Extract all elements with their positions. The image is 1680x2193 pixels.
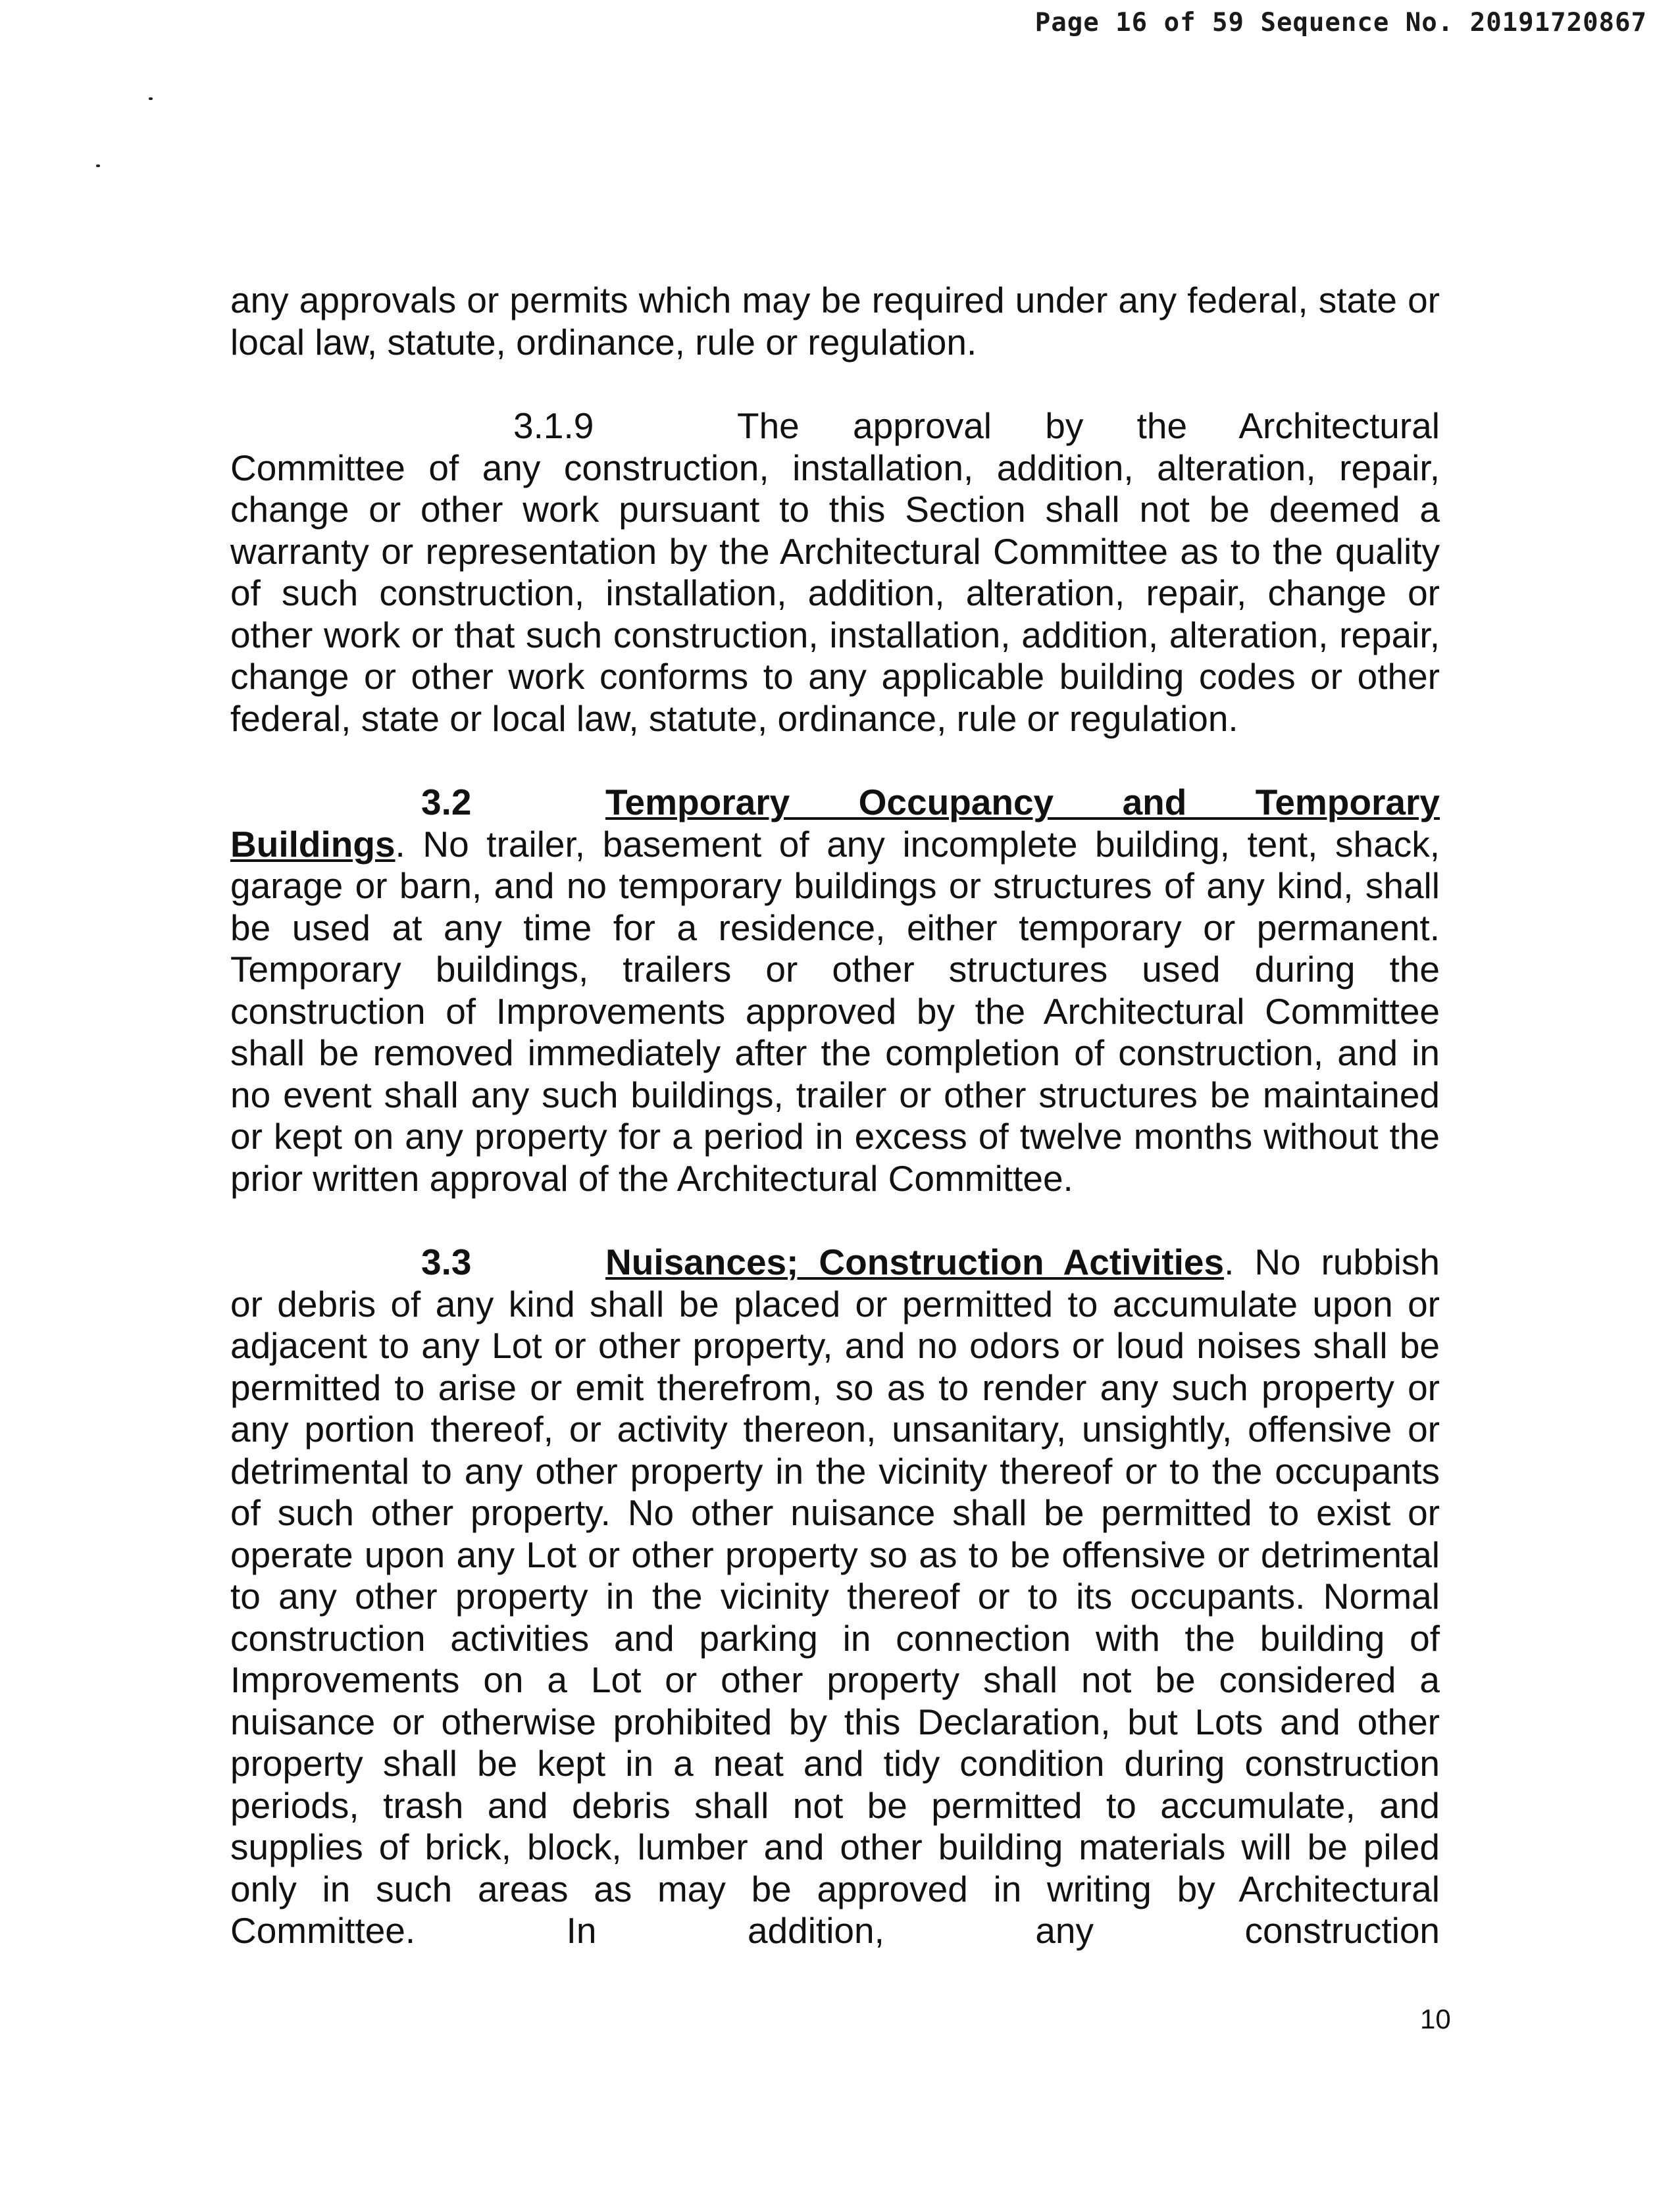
document-body bbox=[230, 280, 1440, 1994]
section-title: Temporary Occupancy and Temporary Buildings bbox=[230, 782, 1440, 865]
section-text: No rubbish or debris of any kind shall be placed or permitted to accumulate upon or adjacent to any Lot or other property, and no odors or loud noises shall be permitted to arise or emit therefrom, so as to render any such property or any portion thereof, or activity thereon, unsanitary, unsightly, offensive or detrimental to any other property in the vicinity thereof or to the occupants of such other property. No other nuisance shall be permitted to exist or operate upon any Lot or other property so as to be offensive or detrimental to any other property in the vicinity thereof or to its occupants. Normal construction activities and parking in connection with the building of Improvements on a Lot or other property shall not be considered a nuisance or otherwise prohibited by this Declaration, but Lots and other property shall be kept in a neat and tidy condition during construction periods, trash and debris shall not be permitted to accumulate, and supplies of brick, block, lumber and other building materials will be piled only in such areas as may be approved in writing by Architectural Committee. In addition, any construction bbox=[230, 1242, 1440, 1951]
section-title-period: . bbox=[1224, 1242, 1235, 1282]
continuation-text: any approvals or permits which may be required under any federal, state or local law, statute, ordinance, rule or regulation. bbox=[230, 280, 1440, 363]
section-number: 3.3 bbox=[421, 1242, 472, 1282]
page-number: 10 bbox=[1420, 2004, 1451, 2034]
section-3-2 bbox=[230, 782, 1440, 1199]
section-title: Nuisances; Construction Activities bbox=[605, 1242, 1225, 1282]
scan-speck bbox=[96, 164, 100, 167]
section-text: No trailer, basement of any incomplete building, tent, shack, garage or barn, and no temporary buildings or structures of any kind, shall be used at any time for a residence, either temporary or permanent. Temporary buildings, trailers or other structures used during the construction of Improvements approved by the Architectural Committee shall be removed immediately after the completion of construction, and in no event shall any such buildings, trailer or other structures be maintained or kept on any property for a period in excess of twelve months without the prior written approval of the Architectural Committee. bbox=[230, 823, 1440, 1199]
section-number: 3.1.9 bbox=[513, 405, 594, 446]
recording-page-stamp: Page 16 of 59 Sequence No. 20191720867 bbox=[1034, 8, 1647, 38]
section-3-3 bbox=[230, 1242, 1440, 1952]
section-text: The approval by the Architectural Committee of any construction, installation, addition, alteration, repair, change or other work pursuant to this Section shall not be deemed a warranty or representation by the Architectural Committee as to the quality of such construction, installation, addition, alteration, repair, change or other work or that such construction, installation, addition, alteration, repair, change or other work conforms to any applicable building codes or other federal, state or local law, statute, ordinance, rule or regulation. bbox=[230, 405, 1440, 739]
section-3-1-9 bbox=[230, 405, 1440, 740]
scan-speck bbox=[149, 97, 153, 100]
continuation-paragraph bbox=[230, 280, 1440, 363]
section-title-period: . bbox=[395, 823, 405, 865]
section-number: 3.2 bbox=[421, 782, 472, 822]
